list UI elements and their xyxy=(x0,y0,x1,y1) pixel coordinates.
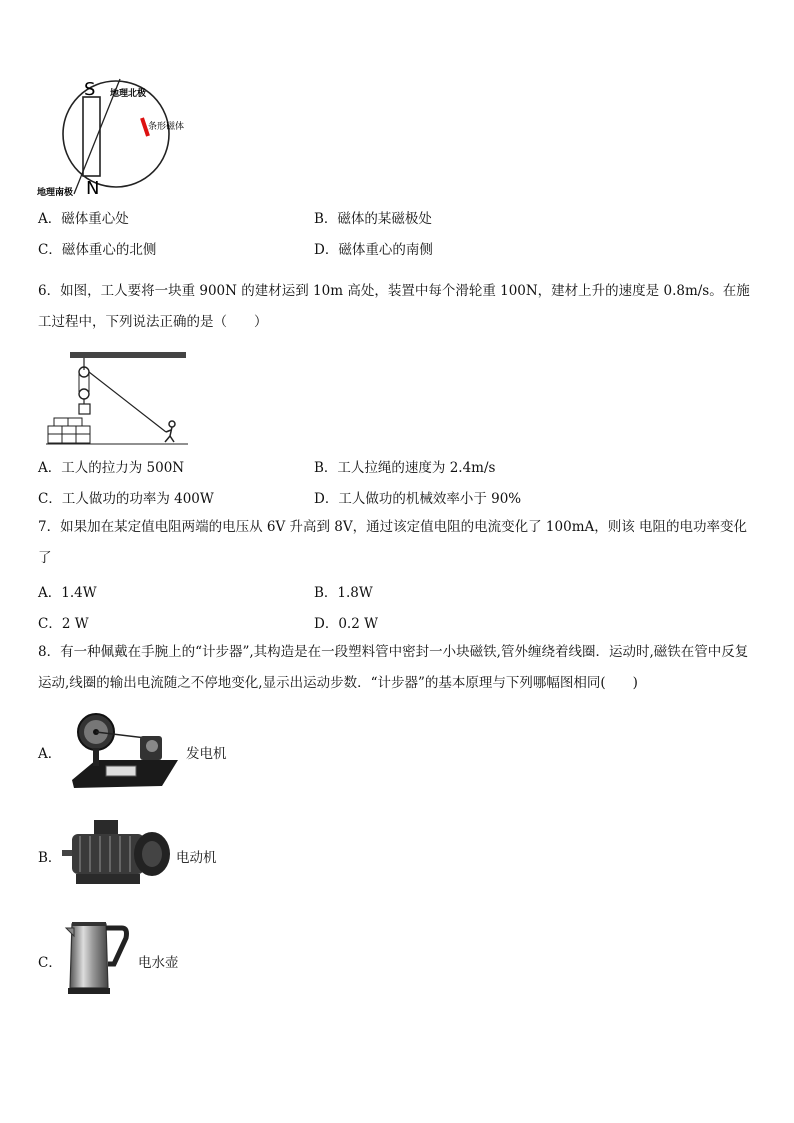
brick-stack xyxy=(48,418,90,443)
kettle-base xyxy=(68,988,110,994)
q7-option-b[interactable]: B．1.8W xyxy=(314,585,373,601)
q6-option-d[interactable]: D．工人做功的机械效率小于 90% xyxy=(314,491,522,507)
movable-pulley xyxy=(79,389,89,399)
magnet-n-label: N xyxy=(86,178,100,199)
south-pole-label: 地理南极 xyxy=(37,188,74,198)
q6-option-b[interactable]: B．工人拉绳的速度为 2.4m/s xyxy=(314,460,496,476)
q8-option-b-label: 电动机 xyxy=(176,850,217,866)
kettle-body xyxy=(70,924,108,988)
q5-option-c[interactable]: C．磁体重心的北侧 xyxy=(38,242,157,258)
figure-pulley xyxy=(46,350,188,448)
ceiling-beam xyxy=(70,352,186,358)
q5-option-a[interactable]: A．磁体重心处 xyxy=(38,211,129,227)
kettle-handle xyxy=(106,928,127,964)
q8-option-b-letter[interactable]: B． xyxy=(38,850,62,866)
q6-option-a[interactable]: A．工人的拉力为 500N xyxy=(38,460,185,476)
q7-stem: 7．如果加在某定值电阻两端的电压从 6V 升高到 8V，通过该定值电阻的电流变化了 100mA，则该 电阻的电功率变化了 xyxy=(38,519,748,566)
q5-option-b[interactable]: B．磁体的某磁极处 xyxy=(314,211,432,227)
building-material xyxy=(79,404,90,414)
bar-magnet-label: 条形磁体 xyxy=(148,122,185,132)
figure-earth-magnet xyxy=(36,76,196,200)
rope xyxy=(89,372,166,432)
motor-body xyxy=(72,834,144,874)
kettle-image[interactable] xyxy=(62,918,134,998)
q7-option-d[interactable]: D．0.2 W xyxy=(314,616,378,632)
q6-option-c[interactable]: C．工人做功的功率为 400W xyxy=(38,491,214,507)
generator-image[interactable] xyxy=(66,708,182,792)
q8-option-c-label: 电水壶 xyxy=(138,955,179,971)
q7-option-c[interactable]: C．2 W xyxy=(38,616,89,632)
q5-option-d[interactable]: D．磁体重心的南侧 xyxy=(314,242,433,258)
north-pole-label: 地理北极 xyxy=(110,89,147,99)
q7-option-a[interactable]: A．1.4W xyxy=(38,585,97,601)
motor-image[interactable] xyxy=(62,814,174,892)
q8-option-a-letter[interactable]: A． xyxy=(38,746,62,762)
q6-stem: 6．如图，工人要将一块重 900N 的建材运到 10m 高处，装置中每个滑轮重 100N，建材上升的速度是 0.8m/s。在施工过程中，下列说法正确的是（ ） xyxy=(38,283,750,330)
q8-option-c-letter[interactable]: C． xyxy=(38,955,62,971)
q8-stem: 8．有一种佩戴在手腕上的“计步器”,其构造是在一段塑料管中密封一小块磁铁,管外缠绕着线圈．运动时,磁铁在管中反复运动,线圈的输出电流随之不停地变化,显示出运动步数．“计步器”的基本原理与下列哪幅图相同( ) xyxy=(38,644,749,691)
q8-option-a-label: 发电机 xyxy=(186,746,227,762)
magnet-s-label: S xyxy=(84,79,96,100)
worker xyxy=(165,421,175,442)
